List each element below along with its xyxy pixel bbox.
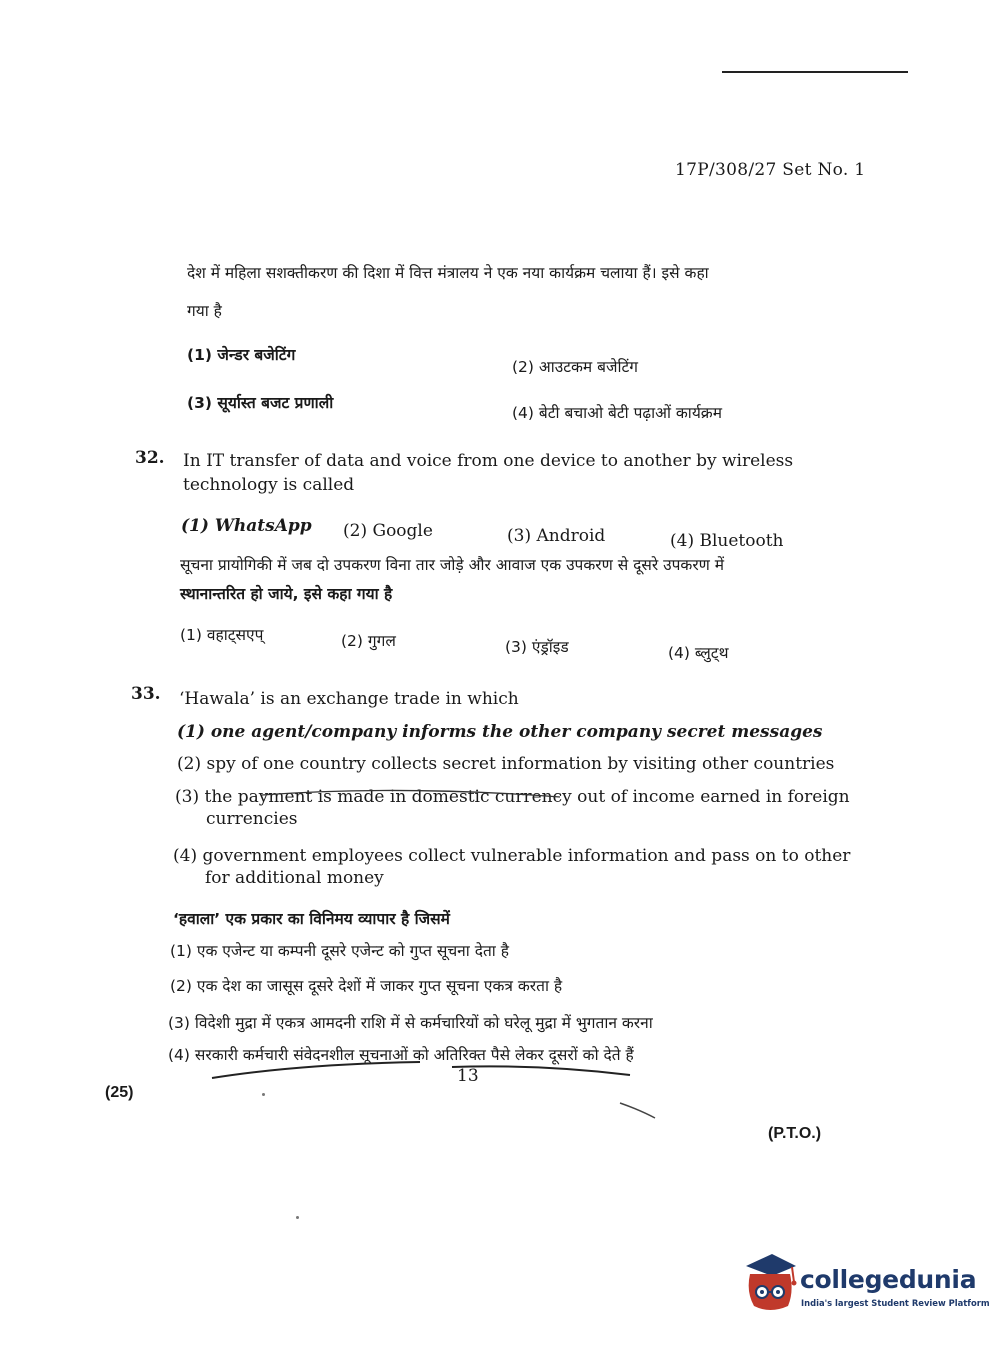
q33-stem: ‘Hawala’ is an exchange trade in which [179, 689, 519, 709]
q32-option-1: (1) WhatsApp [181, 516, 312, 536]
paper-code: 17P/308/27 Set No. 1 [675, 160, 866, 180]
brand-name: collegedunia [800, 1265, 977, 1294]
q31-hindi-option-4: (4) बेटी बचाओ बेटी पढ़ाओं कार्यक्रम [512, 404, 722, 422]
brand-tagline: India's largest Student Review Platform [801, 1298, 990, 1308]
q33-option-3-line1: (3) the payment is made in domestic currency out of income earned in foreign [175, 787, 850, 807]
q33-hindi-option-1: (1) एक एजेन्ट या कम्पनी दूसरे एजेन्ट को गुप्त सूचना देता है [170, 942, 509, 960]
scan-speck [296, 1216, 299, 1219]
q33-option-4-line2: for additional money [205, 868, 384, 888]
q33-option-1: (1) one agent/company informs the other company secret messages [177, 722, 823, 742]
q32-hindi-option-1: (1) वहाट्सएप् [180, 626, 264, 644]
question-number-32: 32. [135, 448, 165, 468]
q31-hindi-stem-line2: गया है [187, 302, 222, 320]
question-number-33: 33. [131, 684, 161, 704]
q32-stem-line1: In IT transfer of data and voice from one device to another by wireless [183, 451, 794, 471]
page-mark: (25) [105, 1084, 134, 1101]
pto-label: (P.T.O.) [768, 1125, 822, 1142]
q32-stem-line2: technology is called [183, 475, 355, 495]
q33-option-2: (2) spy of one country collects secret information by visiting other countries [177, 754, 835, 774]
q32-option-2: (2) Google [343, 521, 433, 541]
q33-option-3-line2: currencies [206, 809, 298, 829]
q31-hindi-stem-line1: देश में महिला सशक्तीकरण की दिशा में वित्त मंत्रालय ने एक नया कार्यक्रम चलाया हैं। इसे कहा [187, 264, 709, 282]
q32-hindi-option-4: (4) ब्लुट्थ [668, 644, 729, 662]
q32-hindi-option-3: (3) एंड्रॉइड [505, 638, 569, 656]
q33-hindi-option-2: (2) एक देश का जासूस दूसरे देशों में जाकर गुप्त सूचना एकत्र करता है [170, 977, 563, 995]
q32-option-3: (3) Android [507, 526, 606, 546]
q32-option-4: (4) Bluetooth [670, 531, 784, 551]
q32-hindi-option-2: (2) गुगल [341, 632, 396, 650]
q32-hindi-stem-line2: स्थानान्तरित हो जाये, इसे कहा गया है [180, 585, 393, 603]
q33-option-4-line1: (4) government employees collect vulnerable information and pass on to other [173, 846, 851, 866]
q32-hindi-stem-line1: सूचना प्रायोगिकी में जब दो उपकरण विना तार जोड़े और आवाज एक उपकरण से दूसरे उपकरण में [180, 556, 725, 574]
q31-hindi-option-2: (2) आउटकम बजेटिंग [512, 358, 639, 376]
q33-hindi-option-4: (4) सरकारी कर्मचारी संवेदनशील सूचनाओं को अतिरिक्त पैसे लेकर दूसरों को देते हैं [168, 1046, 634, 1064]
q31-hindi-option-1: (1) जेन्डर बजेटिंग [187, 346, 296, 364]
q33-hindi-option-3: (3) विदेशी मुद्रा में एकत्र आमदनी राशि में से कर्मचारियों को घरेलू मुद्रा में भुगतान करना [168, 1014, 653, 1032]
q33-hindi-stem: ‘हवाला’ एक प्रकार का विनिमय व्यापार है जिसमें [173, 910, 450, 928]
q31-hindi-option-3: (3) सूर्यास्त बजट प्रणाली [187, 394, 334, 412]
scan-speck [262, 1093, 265, 1096]
collegedunia-mascot-icon [742, 1252, 800, 1314]
page-number: 13 [457, 1066, 479, 1086]
